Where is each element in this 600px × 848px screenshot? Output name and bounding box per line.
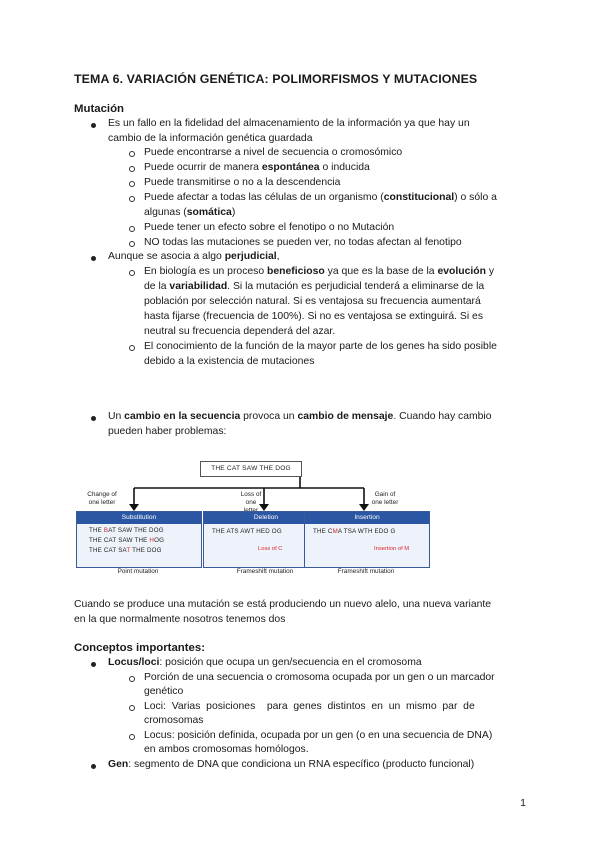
- evolucion-line-1: En biología es un proceso beneficioso ya que es la base de la evolución y: [144, 266, 495, 277]
- conocimiento-line-1: El conocimiento de la función de la mayor parte de los genes ha sido posible: [144, 341, 497, 352]
- porcion-line-2: genético: [144, 686, 184, 697]
- sub-bullet-circle: [129, 166, 135, 172]
- alelo-line-1: Cuando se produce una mutación se está produciendo un nuevo alelo, una nueva variante: [74, 599, 492, 610]
- sub-bullet-circle: [129, 181, 135, 187]
- substitution-row: THE CAT SAT THE DOG: [89, 547, 162, 554]
- sub-bullet-circle: [129, 270, 135, 276]
- insertion-of-m-note: Insertion of M: [374, 546, 410, 552]
- sub-bullet-circle: [129, 676, 135, 682]
- label-change-of-letter: Change of one letter: [87, 491, 117, 506]
- substitution-row: THE BAT SAW THE DOG: [89, 527, 164, 534]
- sub-bullet-circle: [129, 345, 135, 351]
- insertion-row: THE CMA TSA WTH EDO G: [313, 528, 396, 535]
- locus-line: Locus/loci: posición que ocupa un gen/secuencia en el cromosoma: [108, 657, 422, 668]
- loss-of-c-note: Loss of C: [258, 546, 283, 552]
- sub-item-no-todas: NO todas las mutaciones se pueden ver, no todas afectan al fenotipo: [144, 237, 462, 248]
- bullet-dot: [91, 256, 96, 261]
- loci-line-1: Loci: Varias posiciones para genes distintos en un mismo par de: [144, 701, 475, 712]
- caption-point-mutation: Point mutation: [117, 568, 159, 575]
- page-number: 1: [520, 797, 526, 809]
- bullet-dot: [91, 416, 96, 421]
- caption-frameshift-deletion: Frameshift mutation: [236, 568, 294, 575]
- caption-frameshift-insertion: Frameshift mutation: [337, 568, 395, 575]
- sub-item-espontanea: Puede ocurrir de manera espontánea o inducida: [144, 162, 370, 173]
- sub-bullet-circle: [129, 705, 135, 711]
- original-sentence-box: THE CAT SAW THE DOG: [200, 461, 302, 477]
- sub-item-descendencia: Puede transmitirse o no a la descendencia: [144, 177, 341, 188]
- section-heading-conceptos: Conceptos importantes:: [74, 642, 206, 654]
- deletion-row: THE ATS AWT HED OG: [212, 528, 282, 535]
- bullet-dot: [91, 662, 96, 667]
- sub-item-constitucional-line-2: algunas (somática): [144, 207, 236, 218]
- substitution-header: Substitution: [77, 512, 201, 524]
- loci-line-2: cromosomas: [144, 715, 204, 726]
- page-title: TEMA 6. VARIACIÓN GENÉTICA: POLIMORFISMOS Y MUTACIONES: [74, 72, 478, 86]
- insertion-panel: [304, 511, 430, 568]
- section-heading-mutacion: Mutación: [74, 103, 124, 115]
- evolucion-line-4: hasta fijarse (frecuencia de 100%). Si no es ventajosa se extinguirá. Si es: [144, 311, 484, 322]
- label-gain-of-letter: Gain of one letter: [371, 491, 399, 506]
- sub-item-constitucional-line-1: Puede afectar a todas las células de un organismo (constitucional) o sólo a: [144, 192, 497, 203]
- sub-bullet-circle: [129, 151, 135, 157]
- deletion-header: Deletion: [204, 512, 328, 524]
- sub-bullet-circle: [129, 196, 135, 202]
- insertion-header: Insertion: [305, 512, 429, 524]
- cambio-line-1: Un cambio en la secuencia provoca un cambio de mensaje. Cuando hay cambio: [108, 411, 492, 422]
- substitution-panel: [76, 511, 202, 568]
- sub-bullet-circle: [129, 226, 135, 232]
- evolucion-line-2: de la variabilidad. Si la mutación es perjudicial tenderá a eliminarse de la: [144, 281, 485, 292]
- locus-def-line-1: Locus: posición definida, ocupada por un gen (o en una secuencia de DNA): [144, 730, 493, 741]
- sub-item-nivel: Puede encontrarse a nivel de secuencia o cromosómico: [144, 147, 403, 158]
- evolucion-line-5: neutral su frecuencia dependerá del azar.: [144, 326, 336, 337]
- mutacion-definition-line-2: cambio de la información genética guardada: [108, 133, 313, 144]
- cambio-line-2: pueden haber problemas:: [108, 426, 227, 437]
- perjudicial-line: Aunque se asocia a algo perjudicial,: [108, 251, 280, 262]
- evolucion-line-3: población por selección natural. Si es ventajosa su frecuencia aumentará: [144, 296, 481, 307]
- substitution-row: THE CAT SAW THE HOG: [89, 537, 165, 544]
- sub-bullet-circle: [129, 241, 135, 247]
- gen-line: Gen: segmento de DNA que condiciona un RNA específico (producto funcional): [108, 759, 475, 770]
- bullet-dot: [91, 123, 96, 128]
- conocimiento-line-2: debido a la existencia de mutaciones: [144, 356, 315, 367]
- alelo-line-2: en la que normalmente nosotros tenemos dos: [74, 614, 286, 625]
- mutation-types-diagram: [72, 455, 528, 580]
- locus-def-line-2: en ambos cromosomas homólogos.: [144, 744, 309, 755]
- sub-bullet-circle: [129, 734, 135, 740]
- label-loss-of-letter: Loss of one: [240, 491, 262, 506]
- bullet-dot: [91, 764, 96, 769]
- mutacion-definition-line-1: Es un fallo en la fidelidad del almacenamiento de la información ya que hay un: [108, 118, 470, 129]
- porcion-line-1: Porción de una secuencia o cromosoma ocupada por un gen o un marcador: [144, 672, 495, 683]
- sub-item-fenotipo: Puede tener un efecto sobre el fenotipo o no Mutación: [144, 222, 395, 233]
